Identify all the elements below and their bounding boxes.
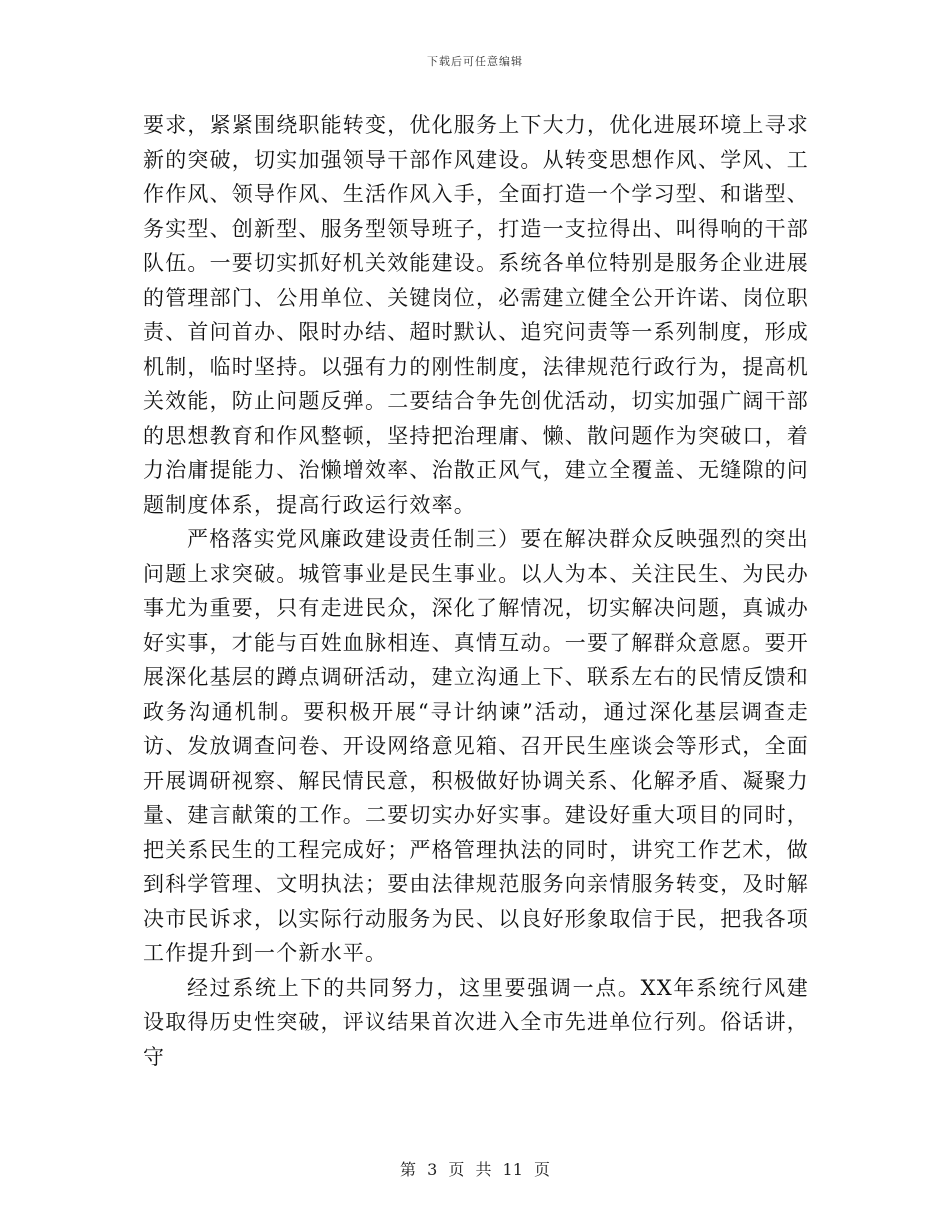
paragraph-2: 严格落实党风廉政建设责任制三）要在解决群众反映强烈的突出问题上求突破。城管事业是民生事业。以人为本、关注民生、为民办事尤为重要，只有走进民众，深化了解情况，切实解决问题，真诚办好实事，才能与百姓血脉相连、真情互动。一要了解群众意愿。要开展深化基层的蹲点调研活动，建立沟通上下、联系左右的民情反馈和政务沟通机制。要积极开展“寻计纳谏”活动，通过深化基层调查走访、发放调查问卷、开设网络意见箱、召开民生座谈会等形式，全面开展调研视察、解民情民意，积极做好协调关系、化解矛盾、凝聚力量、建言献策的工作。二要切实办好实事。建设好重大项目的同时，把关系民生的工程完成好；严格管理执法的同时，讲究工作艺术，做到科学管理、文明执法；要由法律规范服务向亲情服务转变，及时解决市民诉求，以实际行动服务为民、以良好形象取信于民，把我各项工作提升到一个新水平。 (143, 527, 809, 965)
paragraph-1: 要求，紧紧围绕职能转变，优化服务上下大力，优化进展环境上寻求新的突破，切实加强领导干部作风建设。从转变思想作风、学风、工作作风、领导作风、生活作风入手，全面打造一个学习型、和谐型、务实型、创新型、服务型领导班子，打造一支拉得出、叫得响的干部队伍。一要切实抓好机关效能建设。系统各单位特别是服务企业进展的管理部门、公用单位、关键岗位，必需建立健全公开许诺、岗位职责、首问首办、限时办结、超时默认、追究问责等一系列制度，形成机制，临时坚持。以强有力的刚性制度，法律规范行政行为，提高机关效能，防止问题反弹。二要结合争先创优活动，切实加强广阔干部的思想教育和作风整顿，坚持把治理庸、懒、散问题作为突破口，着力治庸提能力、治懒增效率、治散正风气，建立全覆盖、无缝隙的问题制度体系，提高行政运行效率。 (143, 113, 809, 517)
document-body (143, 108, 809, 1074)
paragraph-3: 经过系统上下的共同努力，这里要强调一点。XX年系统行风建设取得历史性突破，评议结果首次进入全市先进单位行列。俗话讲，守 (143, 975, 809, 1069)
page-header: 下载后可任意编辑 (427, 55, 523, 68)
page-number-footer: 第 3 页 共 11 页 (400, 1160, 550, 1179)
